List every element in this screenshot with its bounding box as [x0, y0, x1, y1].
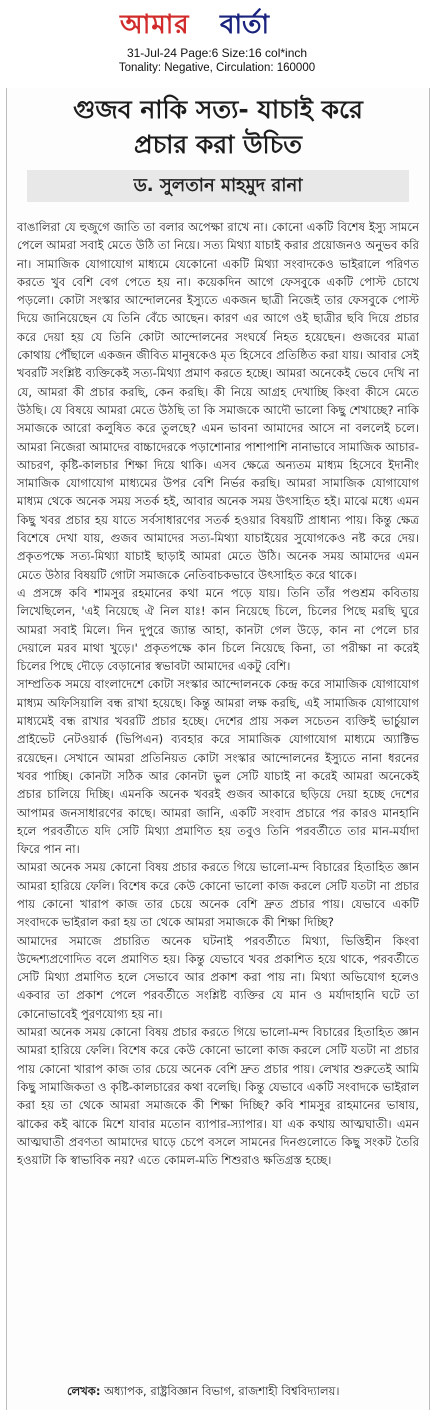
- clip-meta-tonality: Tonality: Negative, Circulation: 160000: [118, 62, 316, 74]
- headline-line-2: প্রচার করা উচিত: [134, 130, 302, 159]
- byline: ড. সুলতান মাহমুদ রানা: [27, 170, 409, 202]
- logo-word-right: বার্তা: [220, 10, 270, 40]
- newspaper-logo: [110, 4, 326, 38]
- author-note: [67, 1383, 340, 1402]
- paragraph: সাম্প্রতিক সময়ে বাংলাদেশে কোটা সংস্কার আন্দোলনকে কেন্দ্র করে সামাজিক যোগাযোগ মাধ্যম অফিসিয়ালি বন্ধ রাখা হয়েছে। কিন্তু আমরা লক্ষ করছি, এই সামাজিক যোগাযোগ মাধ্যমেই বন্ধ রাখার খবরটি প্রচার হচ্ছে। দেশের প্রায় সকল সচেতন ব্যক্তিই ভার্চুয়াল প্রাইভেট নেটওয়ার্ক (ভিপিএন) ব্যবহার করে সামাজিক যোগাযোগ মাধ্যমে অ্যাক্টিভ রয়েছেন। সেখানে আমরা প্রতিনিয়ত কোটা সংস্কার আন্দোলনের ইস্যুতে নানা ধরনের খবর পাচ্ছি। কোনটা সঠিক আর কোনটা ভুল সেটি যাচাই না করেই আমরা অনেকেই প্রচার চালিয়ে দিচ্ছি। এমনকি অনেক খবরই গুজব আকারে ছড়িয়ে দেয়া হচ্ছে দেশের আপামর জনসাধারণের কাছে। আমরা জানি, একটি সংবাদ প্রচারে পর কারও মানহানি হলে পরবর্তীতে যদি সেটি মিথ্যা প্রমাণিত হয় তবুও তিনি পরবর্তীতে তার মান-মর্যাদা ফিরে পান না।: [17, 677, 419, 857]
- paragraph: এ প্রসঙ্গে কবি শামসুর রহমানের কথা মনে পড়ে যায়। তিনি তাঁর পণ্ডশ্রম কবিতায় লিখেছিলেন, 'এই নিয়েছে ঐ নিল যাঃ! কান নিয়েছে চিলে, চিলের পিছে মরছি ঘুরে আমরা সবাই মিলে। দিন দুপুরে জ্যান্ত আহা, কানটা গেল উড়ে, কান না পেলে চার দেয়ালে মরব মাথা খুড়ে।' প্রকৃতপক্ষে কান চিলে নিয়েছে কিনা, তা পরীক্ষা না করেই চিলের পিছে দৌড়ে বেড়ানোর স্বভাবটা আমাদের একটু বেশি।: [17, 585, 419, 674]
- article-body: [17, 218, 419, 1169]
- headline: [7, 92, 429, 162]
- headline-line-1: গুজব নাকি সত্য- যাচাই করে: [73, 95, 363, 124]
- masthead: [0, 0, 434, 90]
- paragraph: বাঙালিরা যে হুজুগে জাতি তা বলার অপেক্ষা রাখে না। কোনো একটি বিশেষ ইস্যু সামনে পেলে আমরা সবাই মেতে উঠি তা নিয়ে। সত্য মিথ্যা যাচাই করার প্রয়োজনও অনুভব করি না। সামাজিক যোগাযোগ মাধ্যমে যেকোনো একটি মিথ্যা সংবাদকেও ভাইরালে পরিণত করতে খুব বেশি বেগ পেতে হয় না। কয়েকদিন আগে ফেসবুকে একটি পোস্ট চোখে পড়লো। কোটা সংস্কার আন্দোলনের ইস্যুতে একজন ছাত্রী নিজেই তার ফেসবুকে পোস্ট দিয়ে জানিয়েছেন যে তিনি বেঁচে আছেন। কারণ এর আগে ওই ছাত্রীর ছবি দিয়ে প্রচার করে দেয়া হয় যে তিনি কোটা আন্দোলনের সংঘর্ষে নিহত হয়েছেন। গুজবের মাত্রা কোথায় পৌঁছালে একজন জীবিত মানুষকেও মৃত হিসেবে প্রতিষ্ঠিত করা যায়। আবার সেই খবরটি সংশ্লিষ্ট ব্যক্তিকেই সত্য-মিথ্যা প্রমাণ করতে হচ্ছে। আমরা অনেকেই ভেবে দেখি না যে, আমরা কী প্রচার করছি, কেন করছি। কী নিয়ে আগ্রহ দেখাচ্ছি কিংবা কীসে মেতে উঠছি। যে বিষয়ে আমরা মেতে উঠছি তা কি সমাজকে আদৌ ভালো কিছু শেখাচ্ছে? নাকি সমাজকে আরো কলুষিত করে তুলছে? এমন ভাবনা আমাদের আসে না বললেই চলে। আমরা নিজেরা আমাদের বাচ্চাদেরকে পড়াশোনার পাশাপাশি নানাভাবে সামাজিক আচার-আচরণ, কৃষ্টি-কালচার শিক্ষা দিয়ে থাকি। এসব ক্ষেত্রে অন্যতম মাধ্যম হিসেবে ইদানীং সামাজিক যোগাযোগ মাধ্যমের উপর বেশি নির্ভর করছি। আমরা সামাজিক যোগাযোগ মাধ্যম থেকে অনেক সময় সতর্ক হই, আবার অনেক সময় উৎসাহিত হই। মাঝে মধ্যে এমন কিছু খবর প্রচার হয় যাতে সর্বসাধারণের সতর্ক হওয়ার বিষয়টি প্রাধান্য পায়। কিন্তু ক্ষেত্র বিশেষে দেখা যায়, গুজব আমাদের সত্য-মিথ্যা যাচাইয়ের সুযোগকেও নষ্ট করে দেয়। প্রকৃতপক্ষে সত্য-মিথ্যা যাচাই ছাড়াই আমরা মেতে উঠি। অনেক সময় আমাদের এমন মেতে উঠার বিষয়টি গোটা সমাজকে নেতিবাচকভাবে উৎসাহিত করে থাকে।: [17, 220, 419, 582]
- author-label: লেখক:: [67, 1384, 101, 1398]
- paragraph: আমাদের সমাজে প্রচারিত অনেক ঘটনাই পরবর্তীতে মিথ্যা, ভিত্তিহীন কিংবা উদ্দেশ্যপ্রণোদিত বলে প্রমাণিত হয়। কিন্তু যেভাবে খবর প্রকাশিত হয়ে থাকে, পরবর্তীতে সেটি মিথ্যা প্রমাণিত হলে সেভাবে আর প্রকাশ করা পায় না। মিথ্যা অভিযোগ হলেও একবার তা প্রকাশ পেলে পরবর্তীতে সংশ্লিষ্ট ব্যক্তির যে মান ও মর্যাদাহানি ঘটে তা কোনোভাবেই পুরণযোগ্য হয় না।: [17, 933, 419, 1021]
- logo-word-left: আমার: [120, 10, 190, 40]
- clip-meta-date-page: 31-Jul-24 Page:6 Size:16 col*inch: [126, 46, 308, 60]
- paragraph: আমরা অনেক সময় কোনো বিষয় প্রচার করতে গিয়ে ভালো-মন্দ বিচারের হিতাহিত জ্ঞান আমরা হারিয়ে ফেলি। বিশেষ করে কেউ কোনো ভালো কাজ করলে সেটি যতটা না প্রচার পায় কোনো খারাপ কাজ তার চেয়ে অনেক বেশি দ্রুত প্রচার পায়। লেখার শুরুতেই আমি কিছু সামাজিকতা ও কৃষ্টি-কালচারের কথা বলেছি। কিন্তু যেভাবে একটি সংবাদকে ভাইরাল করা হয় তা থেকে আমরা সমাজকে কী শিক্ষা দিচ্ছি? কবি শামসুর রাহমানের ভাষায়, ঝাকের কই ঝাকে মিশে যাবার মতোন ব্যাপার-স্যাপার। যা এক কথায় আত্মঘাতী। এমন আত্মঘাতী প্রবণতা আমাদের ঘাড়ে চেপে বসলে সামনের দিনগুলোতে কিছু সংকট তৈরি হওয়াটা কি স্বাভাবিক নয়? এতে কোমল-মতি শিশুরাও ক্ষতিগ্রস্ত হচ্ছে।: [17, 1025, 419, 1168]
- paragraph: আমরা অনেক সময় কোনো বিষয় প্রচার করতে গিয়ে ভালো-মন্দ বিচারের হিতাহিত জ্ঞান আমরা হারিয়ে ফেলি। বিশেষ করে কেউ কোনো ভালো কাজ করলে সেটি যতটা না প্রচার পায় কোনো খারাপ কাজ তার চেয়ে অনেক বেশি দ্রুত প্রচার পায়। যেভাবে একটি সংবাদকে ভাইরাল করা হয় তা থেকে আমরা সমাজকে কী শিক্ষা দিচ্ছি?: [17, 860, 419, 930]
- article: [6, 88, 430, 1410]
- author-affiliation: অধ্যাপক, রাষ্ট্রবিজ্ঞান বিভাগ, রাজশাহী বিশ্ববিদ্যালয়।: [104, 1384, 340, 1398]
